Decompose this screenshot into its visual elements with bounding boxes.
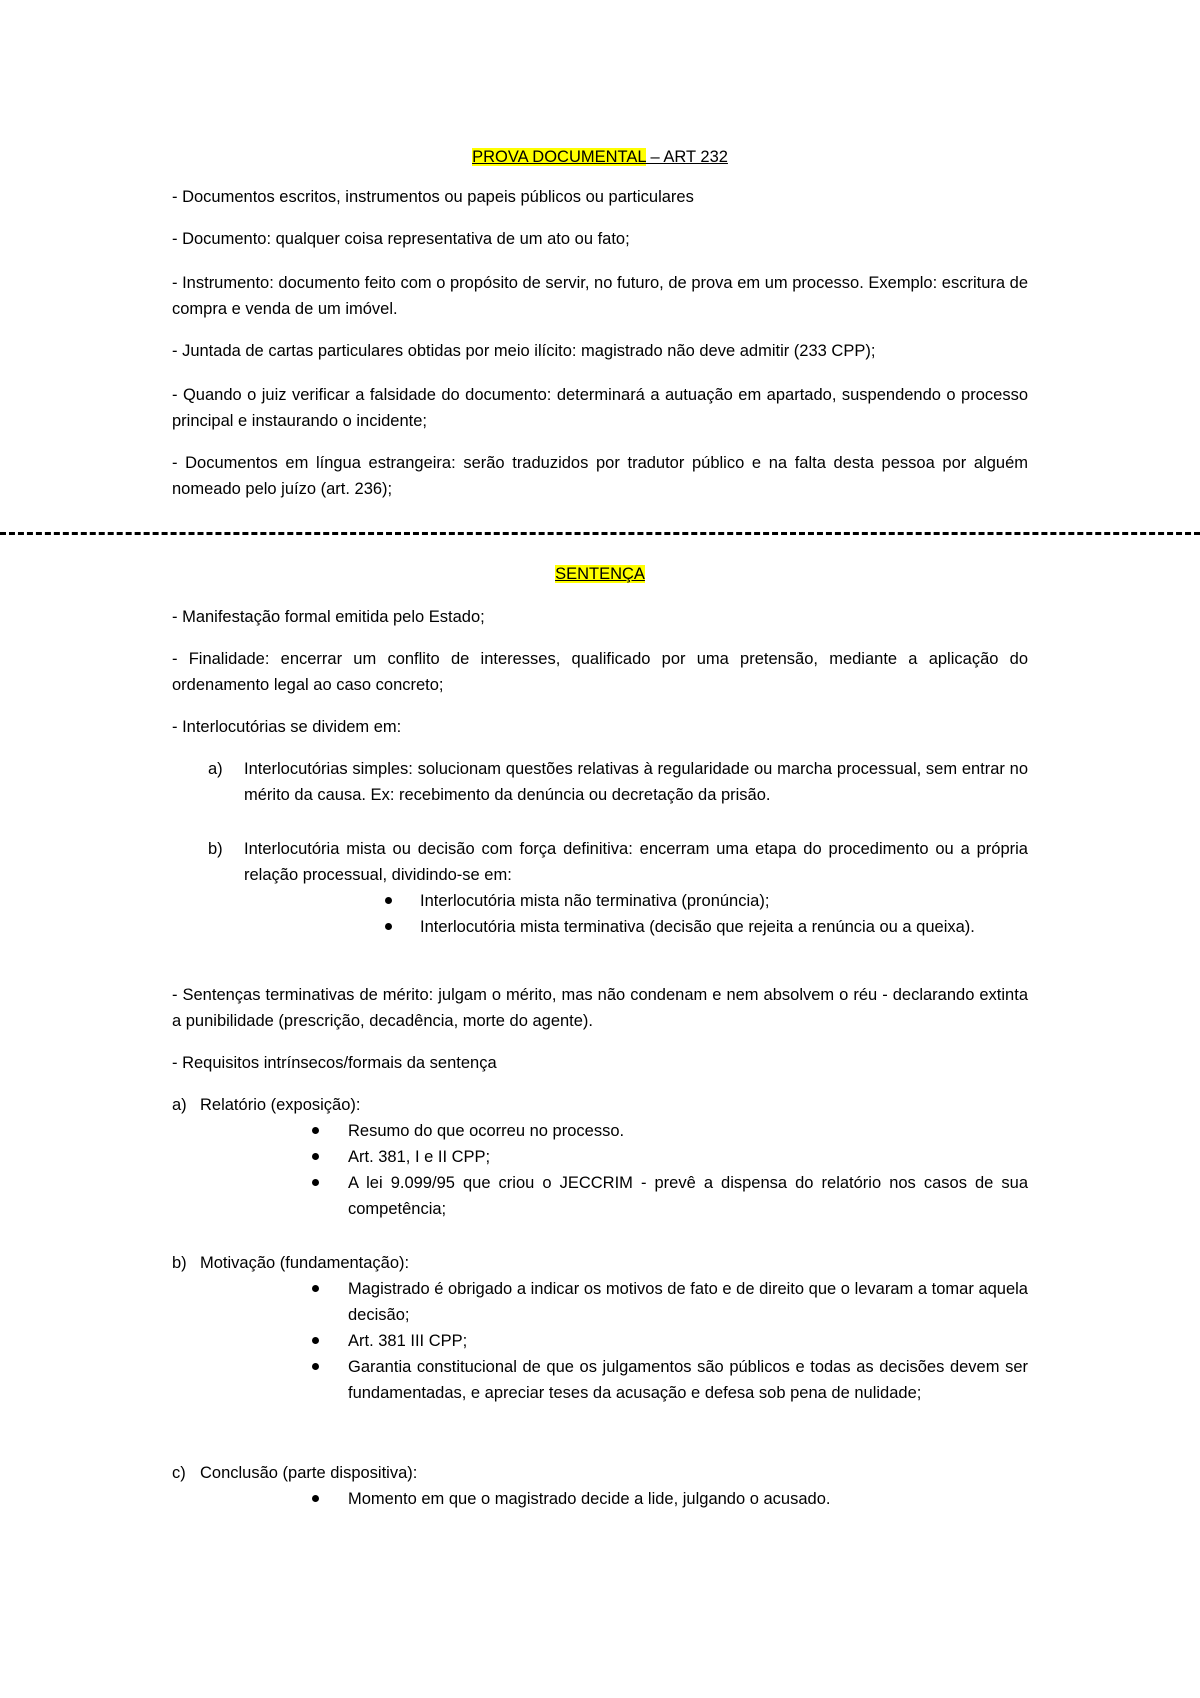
paragraph: - Instrumento: documento feito com o propósito de servir, no futuro, de prova em um processo. Exemplo: escritura de compra e venda de um imóvel.: [172, 274, 1028, 318]
bullet-icon: [312, 1285, 319, 1292]
bullet-icon: [385, 897, 392, 904]
list-item: Art. 381 III CPP;: [348, 1332, 468, 1350]
list-heading: Motivação (fundamentação):: [200, 1254, 410, 1272]
paragraph: - Documentos em língua estrangeira: serão traduzidos por tradutor público e na falta desta pessoa por alguém nomeado pelo juízo (art. 236);: [172, 454, 1028, 498]
list-item: Interlocutória mista ou decisão com força definitiva: encerram uma etapa do procedimento ou a própria relação processual, dividindo-se em:: [244, 840, 1028, 884]
list-marker: a): [172, 1096, 187, 1114]
dashed-divider: [0, 532, 1200, 535]
paragraph: - Manifestação formal emitida pelo Estado;: [172, 608, 485, 626]
paragraph: - Requisitos intrínsecos/formais da sentença: [172, 1054, 497, 1072]
list-heading: Conclusão (parte dispositiva):: [200, 1464, 418, 1482]
list-item: A lei 9.099/95 que criou o JECCRIM - prevê a dispensa do relatório nos casos de sua competência;: [348, 1174, 1028, 1218]
bullet-icon: [385, 923, 392, 930]
bullet-icon: [312, 1495, 319, 1502]
title-highlight: SENTENÇA: [555, 565, 645, 583]
bullet-icon: [312, 1337, 319, 1344]
paragraph: - Sentenças terminativas de mérito: julgam o mérito, mas não condenam e nem absolvem o réu - declarando extinta a punibilidade (prescrição, decadência, morte do agente).: [172, 986, 1028, 1030]
section-title-prova-documental: [0, 146, 1200, 168]
list-item: Magistrado é obrigado a indicar os motivos de fato e de direito que o levaram a tomar aquela decisão;: [348, 1280, 1028, 1324]
paragraph: - Documentos escritos, instrumentos ou papeis públicos ou particulares: [172, 188, 694, 206]
list-item: Art. 381, I e II CPP;: [348, 1148, 491, 1166]
bullet-icon: [312, 1363, 319, 1370]
paragraph: - Interlocutórias se dividem em:: [172, 718, 402, 736]
title-highlight: PROVA DOCUMENTAL: [472, 148, 646, 166]
list-marker: a): [208, 760, 223, 778]
list-marker: c): [172, 1464, 186, 1482]
list-marker: b): [208, 840, 223, 858]
list-item: Interlocutória mista terminativa (decisão que rejeita a renúncia ou a queixa).: [420, 918, 975, 936]
list-marker: b): [172, 1254, 187, 1272]
list-item: Interlocutórias simples: solucionam questões relativas à regularidade ou marcha processual, sem entrar no mérito da causa. Ex: recebimento da denúncia ou decretação da prisão.: [244, 760, 1028, 804]
list-item: Garantia constitucional de que os julgamentos são públicos e todas as decisões devem ser fundamentadas, e apreciar teses da acusação e defesa sob pena de nulidade;: [348, 1358, 1028, 1402]
title-rest: – ART 232: [645, 148, 728, 166]
bullet-icon: [312, 1179, 319, 1186]
paragraph: - Juntada de cartas particulares obtidas por meio ilícito: magistrado não deve admitir (233 CPP);: [172, 342, 876, 360]
list-item: Resumo do que ocorreu no processo.: [348, 1122, 625, 1140]
section-title-sentenca: [0, 563, 1200, 585]
paragraph: - Documento: qualquer coisa representativa de um ato ou fato;: [172, 230, 630, 248]
list-item: Momento em que o magistrado decide a lide, julgando o acusado.: [348, 1490, 831, 1508]
list-heading: Relatório (exposição):: [200, 1096, 361, 1114]
paragraph: - Finalidade: encerrar um conflito de interesses, qualificado por uma pretensão, mediante a aplicação do ordenamento legal ao caso concreto;: [172, 650, 1028, 694]
bullet-icon: [312, 1127, 319, 1134]
bullet-icon: [312, 1153, 319, 1160]
paragraph: - Quando o juiz verificar a falsidade do documento: determinará a autuação em apartado, suspendendo o processo principal e instaurando o incidente;: [172, 386, 1028, 430]
list-item: Interlocutória mista não terminativa (pronúncia);: [420, 892, 770, 910]
